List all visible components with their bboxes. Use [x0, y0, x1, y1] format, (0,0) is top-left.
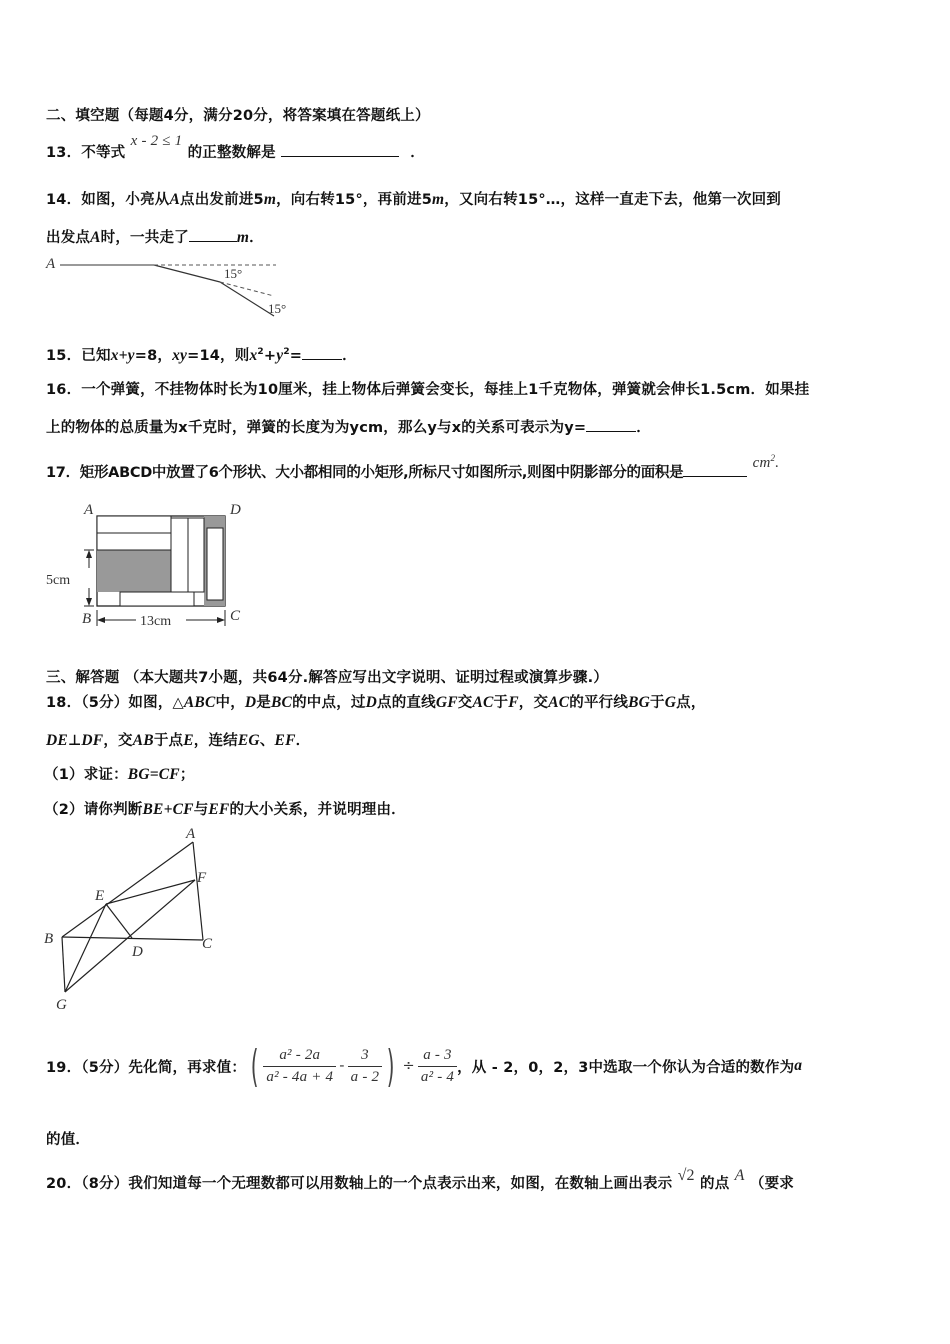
q14-text-f: 时，一共走了: [100, 230, 189, 246]
q19-minus: -: [339, 1058, 345, 1074]
q15-eq-3: =: [289, 348, 303, 364]
q18-e: E: [183, 732, 194, 749]
q15-cond-1: x+y: [110, 347, 135, 364]
q18-t7: 于: [493, 695, 509, 711]
q18-t11: 点，: [676, 695, 706, 711]
q13-answer-blank[interactable]: [281, 142, 399, 157]
q18-t5: 点的直线: [377, 695, 436, 711]
q17-label-c: C: [230, 608, 241, 624]
q18-ac-2: AC: [548, 694, 570, 711]
q17-text: 17．矩形ABCD中放置了6个形状、大小都相同的小矩形,所标尺寸如图所示,则图中阴影部分的面积是: [46, 465, 684, 481]
q20-point-a: A: [734, 1167, 745, 1184]
q14-angle-2: 15°: [268, 301, 287, 316]
question-17: [46, 453, 780, 482]
q18-t10: 于: [650, 695, 665, 711]
q16-text: 上的物体的总质量为x千克时，弹簧的长度为为ycm，那么y与x的关系可表示为y=: [46, 420, 587, 436]
q18-df: DF: [81, 732, 104, 749]
q18-fig-g: G: [56, 997, 67, 1013]
q15-eq-2: =14，则: [187, 348, 250, 364]
question-20: [46, 1167, 795, 1193]
question-19: [46, 1040, 802, 1092]
q18-bg: BG: [628, 694, 651, 711]
q17-label-d: D: [230, 502, 241, 518]
q17-width-label: 13cm: [140, 614, 172, 629]
q14-text-e: 出发点: [46, 230, 91, 246]
q17-label-b: B: [82, 611, 92, 627]
q14-point-a: A: [169, 191, 181, 208]
q20-sqrt: √2: [677, 1167, 695, 1184]
q14-label-a: A: [46, 256, 56, 272]
q16-end: ．: [636, 420, 651, 436]
q14-answer-blank[interactable]: [189, 227, 237, 242]
q18-fig-f: F: [197, 870, 207, 886]
q19-suffix: ，从 - 2，0，2，3中选取一个你认为合适的数作为: [457, 1059, 795, 1076]
q19-fraction-2: $\frac{3}{a - 2}$: [348, 1047, 383, 1086]
q18-bc: BC: [271, 694, 293, 711]
question-18-part-2: [44, 798, 406, 819]
question-18-line-1: [46, 691, 706, 712]
q15-sup-y: 2: [283, 347, 290, 358]
q19-fraction-1: $\frac{\text{a² - 2a}}{\text{a² - 4a + 4}}$: [263, 1047, 336, 1086]
question-13: [46, 133, 425, 162]
q18-p1-label: （1）求证：: [44, 767, 128, 783]
q15-prefix: 15．已知: [46, 348, 111, 364]
q18-abc: ABC: [183, 694, 216, 711]
q18-t6: 交: [457, 695, 473, 711]
q18-d-2: D: [365, 694, 377, 711]
q15-answer-blank[interactable]: [302, 345, 342, 360]
question-16-line-1: 16．一个弹簧，不挂物体时长为10厘米，挂上物体后弹簧会变长，每挂上1千克物体，弹簧就会伸长1.5cm．如果挂: [46, 382, 810, 398]
q18-t15: ．: [295, 733, 311, 749]
q19-prefix: 19．（5分）先化简，再求值：: [46, 1059, 247, 1076]
q18-t13: 于点: [153, 733, 184, 749]
q18-p2-math: BE+CF: [142, 801, 194, 818]
q14-unit-m-3: m: [236, 229, 250, 246]
q15-x: x: [249, 347, 258, 364]
question-18-part-1: [44, 763, 195, 784]
question-14-line-2: [46, 226, 264, 247]
q15-eq-1: =8，: [134, 348, 173, 364]
q18-t9: 的平行线: [569, 695, 629, 711]
q17-shade-left: [97, 550, 171, 592]
q18-p2-b: 与: [193, 802, 209, 818]
q18-ac: AC: [472, 694, 494, 711]
q17-label-a: A: [84, 502, 94, 518]
q14-unit-m-2: m: [432, 191, 445, 208]
section-3-header: 三、解答题 （本大题共7小题，共64分.解答应写出文字说明、证明过程或演算步骤.）: [46, 670, 609, 686]
q19-fraction-3: $\frac{a - 3}{\text{a² - 4}}$: [418, 1047, 457, 1086]
q14-text-a: 14．如图，小亮从: [46, 192, 170, 208]
question-19-line-2: 的值．: [46, 1132, 91, 1148]
q13-inequality: x - 2 ≤ 1: [130, 133, 183, 149]
q18-t14: ，连结: [193, 733, 238, 749]
q18-d: D: [244, 694, 257, 711]
q19-right-paren: ): [386, 1040, 395, 1092]
question-18-line-2: [46, 729, 310, 750]
q19-divide: ÷: [402, 1058, 415, 1074]
q15-plus: +: [263, 348, 277, 364]
q18-p1-end: ；: [179, 767, 195, 783]
q18-fig-b: B: [44, 931, 54, 947]
q14-path-figure: [44, 252, 304, 322]
q14-unit-m: m: [263, 191, 277, 208]
q18-ab: AB: [132, 732, 154, 749]
question-15: [46, 344, 357, 365]
q13-prefix: 13．不等式: [46, 145, 126, 161]
q18-t1: 18．（5分）如图，△: [46, 695, 184, 711]
q18-g: G: [664, 694, 677, 711]
q18-fig-a: A: [186, 826, 196, 842]
q17-height-label: 5cm: [46, 573, 71, 588]
q18-t12: ，交: [103, 733, 133, 749]
q19-var: a: [794, 1057, 803, 1074]
q15-sup-x: 2: [257, 347, 264, 358]
q14-point-a-2: A: [90, 229, 101, 246]
q18-fig-d: D: [132, 944, 143, 960]
q13-end: ．: [410, 145, 425, 161]
q20-suffix: （要求: [749, 1176, 795, 1192]
q16-answer-blank[interactable]: [586, 417, 636, 432]
q14-angle-1: 15°: [224, 266, 243, 281]
q18-p1-math: BG=CF: [127, 766, 180, 783]
section-2-header: 二、填空题（每题4分，满分20分，将答案填在答题纸上）: [46, 108, 430, 124]
q18-fig-e: E: [95, 888, 105, 904]
q20-prefix: 20．（8分）我们知道每一个无理数都可以用数轴上的一个点表示出来，如图，在数轴上画出表示: [46, 1176, 673, 1192]
q18-sep: 、: [259, 733, 275, 749]
q19-left-paren: (: [250, 1040, 259, 1092]
q18-p2-c: 的大小关系，并说明理由．: [229, 802, 406, 818]
q18-perp: ⊥: [67, 733, 82, 749]
q18-eg: EG: [237, 732, 260, 749]
q14-text-c: ，向右转15°，再前进5: [276, 192, 433, 208]
q15-cond-2: xy: [172, 347, 188, 364]
q13-suffix: 的正整数解是: [187, 145, 276, 161]
q18-t4: 的中点，过: [292, 695, 366, 711]
q18-p2-ef: EF: [208, 801, 230, 818]
q18-t2: 中，: [215, 695, 245, 711]
q18-f: F: [508, 694, 519, 711]
question-16-line-2: [46, 416, 651, 437]
q17-answer-blank[interactable]: [683, 462, 747, 477]
q18-t8: ，交: [518, 695, 549, 711]
q15-end: ．: [342, 348, 357, 364]
q18-de: DE: [46, 732, 68, 749]
question-14-line-1: [46, 188, 781, 209]
q18-gf: GF: [435, 694, 458, 711]
q18-t3: 是: [256, 695, 272, 711]
q18-p2-a: （2）请你判断: [44, 802, 143, 818]
q18-ef: EF: [274, 732, 296, 749]
q18-fig-c: C: [202, 936, 213, 952]
q17-unit: $cm^2$.: [752, 453, 780, 471]
q14-end: ．: [249, 230, 264, 246]
q17-rectangle-figure: [44, 498, 264, 638]
q14-text-d: ，又向右转15°…，这样一直走下去，他第一次回到: [444, 192, 782, 208]
q20-mid: 的点: [700, 1176, 730, 1192]
q14-text-b: 点出发前进5: [180, 192, 264, 208]
q15-y: y: [276, 347, 284, 364]
q18-triangle-figure: [40, 822, 240, 1017]
